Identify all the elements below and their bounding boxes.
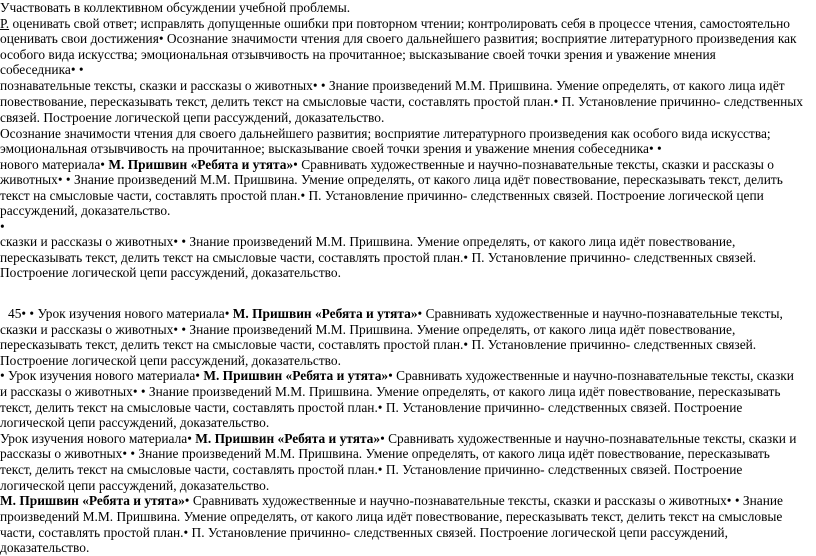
line-text: Участвовать в коллективном обсуждении учебной проблемы. <box>0 0 351 15</box>
line-text: текст, делить текст на смысловые части, составлять простой план.• П. Установление причинно- следственных связей. Построение <box>0 462 743 477</box>
lesson-title: М. Пришвин «Ребята и утята» <box>232 306 418 321</box>
section-label: Р. <box>0 16 10 31</box>
line-text: части, составлять простой план.• П. Установление причинно- следственных связей. Построение логической цепи рассуждений, <box>0 525 728 540</box>
line-text: • Сравнивать художественные и научно-познавательные тексты, сказки и рассказы о животных• • Знание <box>184 493 783 508</box>
line-text: текст, делить текст на смысловые части, составлять простой план.• П. Установление причинно- следственных связей. Построение <box>0 400 743 415</box>
line-text: оценивать свои достижения• Осознание значимости чтения для своего дальнейшего развития; восприятие литературного произведения как <box>0 31 797 46</box>
text-line <box>0 172 783 188</box>
lesson-title: М. Пришвин «Ребята и утята» <box>0 493 185 508</box>
text-line <box>0 525 728 541</box>
line-text: произведений М.М. Пришвина. Умение определять, от какого лица идёт повествование, пересказывать текст, делить текст на смысловые <box>0 509 783 524</box>
text-line <box>0 203 170 219</box>
line-text: Построение логической цепи рассуждений, доказательство. <box>0 265 341 280</box>
text-line <box>0 322 735 338</box>
text-line <box>0 234 735 250</box>
line-text: сказки и рассказы о животных• • Знание произведений М.М. Пришвина. Умение определять, от какого лица идёт повествование, <box>0 234 736 249</box>
text-line <box>8 306 783 322</box>
text-line <box>0 31 797 47</box>
lesson-title: М. Пришвин «Ребята и утята» <box>108 157 294 172</box>
text-line <box>0 446 770 462</box>
line-text: Построение логической цепи рассуждений, доказательство. <box>0 353 341 368</box>
line-text: текст на смысловые части, составлять простой план.• П. Установление причинно- следственных связей. Построение логической цепи <box>0 188 764 203</box>
line-text: рассказы о животных• • Знание произведений М.М. Пришвина. Умение определять, от какого лица идёт повествование, пересказывать <box>0 446 770 461</box>
lesson-title: М. Пришвин «Ребята и утята» <box>203 368 389 383</box>
lesson-title: М. Пришвин «Ребята и утята» <box>195 431 381 446</box>
text-line <box>0 337 756 353</box>
text-line <box>0 219 5 235</box>
text-line <box>0 78 785 94</box>
line-text: • <box>0 219 5 234</box>
line-text: доказательство. <box>0 540 90 555</box>
line-text: пересказывать текст, делить текст на смысловые части, составлять простой план.• П. Установление причинно- следственных связей. <box>0 250 757 265</box>
line-text: логической цепи рассуждений, доказательство. <box>0 478 270 493</box>
line-text: • Сравнивать художественные и научно-познавательные тексты, сказки и рассказы о <box>293 157 774 172</box>
text-line <box>0 47 716 63</box>
line-text: пересказывать текст, делить текст на смысловые части, составлять простой план.• П. Установление причинно- следственных связей. <box>0 337 757 352</box>
text-line <box>0 478 269 494</box>
line-text: 45• • Урок изучения нового материала• <box>8 306 233 321</box>
text-line <box>0 141 662 157</box>
text-line <box>0 353 341 369</box>
text-line <box>0 368 794 384</box>
text-line <box>0 250 756 266</box>
text-line <box>0 16 790 32</box>
line-text: эмоциональная отзывчивость на прочитанное; высказывание своей точки зрения и уважение мнения собеседника• • <box>0 141 662 156</box>
text-line <box>0 509 782 525</box>
line-text: нового материала• <box>0 157 109 172</box>
line-text: повествование, пересказывать текст, делить текст на смысловые части, составлять простой план.• П. Установление причинно- следственных <box>0 94 803 109</box>
text-line <box>0 493 783 509</box>
line-text: сказки и рассказы о животных• • Знание произведений М.М. Пришвина. Умение определять, от какого лица идёт повествование, <box>0 322 736 337</box>
line-text: особого вида искусства; эмоциональная отзывчивость на прочитанное; высказывание своей точки зрения и уважение мнения <box>0 47 716 62</box>
line-text: Осознание значимости чтения для своего дальнейшего развития; восприятие литературного произведения как особого вида искусства; <box>0 126 771 141</box>
line-text: познавательные тексты, сказки и рассказы о животных• • Знание произведений М.М. Пришвина. Умение определять, от какого лица идёт <box>0 78 785 93</box>
text-line <box>0 157 774 173</box>
text-line <box>0 431 796 447</box>
text-line <box>0 0 350 16</box>
line-text: • Сравнивать художественные и научно-познавательные тексты, сказки <box>388 368 794 383</box>
line-text: • Сравнивать художественные и научно-познавательные тексты, <box>417 306 783 321</box>
line-text: и рассказы о животных• • Знание произведений М.М. Пришвина. Умение определять, от какого лица идёт повествование, пересказывать <box>0 384 781 399</box>
text-line <box>0 94 803 110</box>
line-text: рассуждений, доказательство. <box>0 203 171 218</box>
text-line <box>0 415 269 431</box>
text-line <box>0 62 84 78</box>
line-text: Урок изучения нового материала• <box>0 431 196 446</box>
text-line <box>0 110 384 126</box>
line-text: • Урок изучения нового материала• <box>0 368 204 383</box>
line-text: • Сравнивать художественные и научно-познавательные тексты, сказки и <box>380 431 797 446</box>
line-text: собеседника• • <box>0 62 84 77</box>
line-text: логической цепи рассуждений, доказательство. <box>0 415 270 430</box>
text-line <box>0 384 780 400</box>
text-line <box>0 126 771 142</box>
text-line <box>0 462 742 478</box>
text-line <box>0 265 341 281</box>
text-line <box>0 540 89 556</box>
line-text: животных• • Знание произведений М.М. Пришвина. Умение определять, от какого лица идёт повествование, пересказывать текст, делить <box>0 172 783 187</box>
line-text: оценивать свой ответ; исправлять допущенные ошибки при повторном чтении; контролировать себя в процессе чтения, самостоятельно <box>9 16 790 31</box>
line-text: связей. Построение логической цепи рассуждений, доказательство. <box>0 110 385 125</box>
text-line <box>0 400 742 416</box>
text-line <box>0 188 764 204</box>
